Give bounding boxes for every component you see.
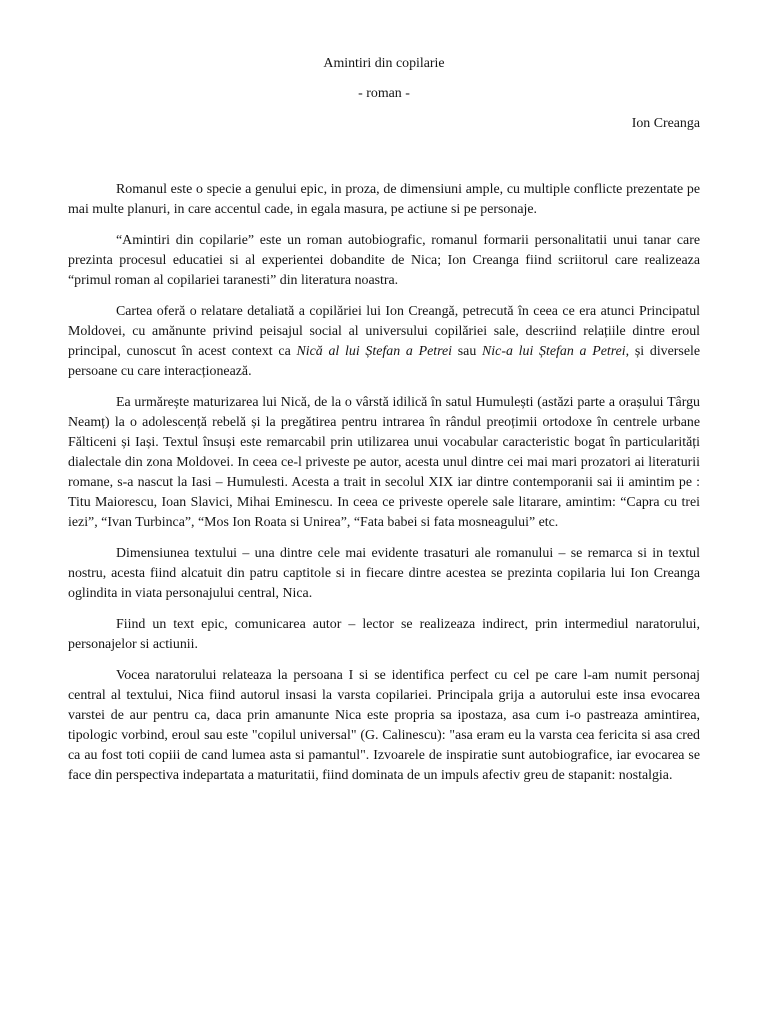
paragraph-autobiographic: “Amintiri din copilarie” este un roman autobiografic, romanul formarii personalitatii unui tanar care prezinta procesul educatiei si al experientei dobandite de Nica; Ion Creanga fiind scriitorul care realizeaza “primul roman al copilariei taranesti” din literatura noastra. xyxy=(68,233,700,288)
character-name: Nică al lui Ștefan a Petrei xyxy=(296,344,453,359)
document-author: Ion Creanga xyxy=(631,116,700,131)
paragraph-narrator: Vocea naratorului relateaza la persoana I si se identifica perfect cu cel pe care l-am numit personaj central al textului, Nica fiind autorul insasi la varsta copilariei. Principala grija a autorului este insa evocarea varstei de aur pentru ca, daca prin amanunte Nica este propria sa ipostaza, asa cum i-o pastreaza amintirea, tipologic vorbind, eroul sau este "copilul universal" (G. Calinescu): "asa eram eu la varsta cea fericita si asa cred ca au fost toti copiii de cand lumea asta si pamantul". Izvoarele de inspiratie sunt autobiografice, iar evocarea se face din perspectiva indepartata a maturitatii, fiind dominata de un impuls afectiv greu de stapanit: nostalgia. xyxy=(68,668,700,783)
paragraph-maturation: Ea urmărește maturizarea lui Nică, de la o vârstă idilică în satul Humulești (astăzi parte a orașului Târgu Neamț) la o adolescență rebelă și la pregătirea pentru intrarea în rândul preoțimii ortodoxe în centrele urbane Fălticeni și Iași. Textul însuși este remarcabil prin utilizarea unui vocabular caracteristic bogat în particularități dialectale din zona Moldovei. In ceea ce-l priveste pe autor, acesta unul dintre cei mai mari prozatori ai literaturii romane, s-a nascut la Iasi – Humulesti. Acesta a trait in secolul XIX iar dintre contemporanii sai ii amintim pe : Titu Maiorescu, Ioan Slavici, Mihai Eminescu. In ceea ce priveste operele sale litarare, amintim: “Capra cu trei iezi”, “Ivan Turbinca”, “Mos Ion Roata si Unirea”, “Fata babei si fata mosneagului” etc. xyxy=(68,395,700,530)
paragraph-definition: Romanul este o specie a genului epic, in proza, de dimensiuni ample, cu multiple conflicte prezentate pe mai multe planuri, in care accentul cade, in egala masura, pe actiune si pe personaje. xyxy=(68,182,700,217)
paragraph-text: , și diversele persoane cu care interacționează. xyxy=(68,344,701,379)
paragraph-book-overview xyxy=(68,302,700,382)
document-title: Amintiri din copilarie xyxy=(323,56,445,71)
document-page xyxy=(68,54,700,797)
character-name: Nic-a lui Ștefan a Petrei xyxy=(482,344,626,359)
document-subtitle: - roman - xyxy=(358,86,410,101)
paragraph-text: Cartea oferă o relatare detaliată a copilăriei lui Ion Creangă, petrecută în ceea ce era atunci Principatul Moldovei, cu amănunte privind peisajul social al universului copilăriei sale, descriind relațiile dintre eroul principal, cunoscut în acest context ca xyxy=(68,304,700,359)
paragraph-communication: Fiind un text epic, comunicarea autor – lector se realizeaza indirect, prin intermediul naratorului, personajelor si actiunii. xyxy=(68,617,700,652)
paragraph-text: sau xyxy=(452,344,483,359)
paragraph-dimension: Dimensiunea textului – una dintre cele mai evidente trasaturi ale romanului – se remarca si in textul nostru, acesta fiind alcatuit din patru captitole si in fiecare dintre acestea se prezinta copilaria lui Ion Creanga oglindita in viata personajului central, Nica. xyxy=(68,546,700,601)
